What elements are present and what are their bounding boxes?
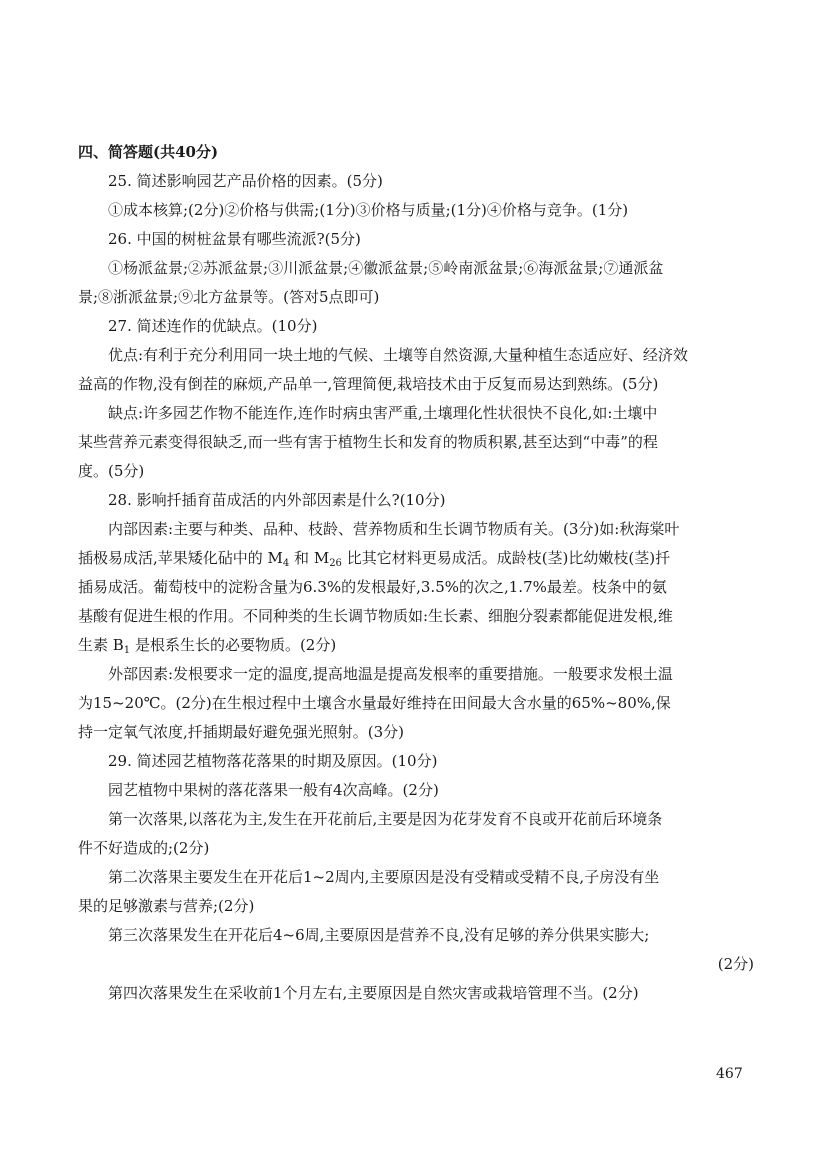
answer-29-third-line-1: 第三次落果发生在开花后4~6周,主要原因是营养不良,没有足够的养分供果实膨大; [108, 926, 650, 944]
answer-27-cons-line-1: 缺点:许多园艺作物不能连作,连作时病虫害严重,土壤理化性状很快不良化,如:土壤中 [108, 404, 658, 422]
subscript: 1 [123, 645, 131, 656]
answer-26-line-1: ①杨派盆景;②苏派盆景;③川派盆景;④徽派盆景;⑤岭南派盆景;⑥海派盆景;⑦通派盆 [108, 259, 664, 277]
answer-28-internal-line-2 [78, 544, 754, 573]
answer-28-internal-line-3: 插易成活。葡萄枝中的淀粉含量为6.3%的发根最好,3.5%的次之,1.7%最差。枝条中的氨 [78, 578, 667, 596]
answer-26-line-2: 景;⑧浙派盆景;⑨北方盆景等。(答对5点即可) [78, 288, 380, 306]
answer-28-external-line-3: 持一定氧气浓度,扦插期最好避免强光照射。(3分) [78, 723, 405, 741]
answer-28-internal-line-1: 内部因素:主要与种类、品种、枝龄、营养物质和生长调节物质有关。(3分)如:秋海棠叶 [108, 520, 680, 538]
answer-28-external-line-2: 为15~20℃。(2分)在生根过程中土壤含水量最好维持在田间最大含水量的65%~80%,保 [78, 694, 671, 712]
answer-28-internal-line-5 [78, 631, 754, 660]
text-segment: 比其它材料更易成活。成龄枝(茎)比幼嫩枝(茎)扦 [341, 549, 671, 567]
page-number: 467 [716, 1066, 743, 1082]
answer-29-fourth: 第四次落果发生在采收前1个月左右,主要原因是自然灾害或栽培管理不当。(2分) [108, 984, 639, 1002]
subscript: 4 [282, 558, 290, 569]
answer-28-external-line-1: 外部因素:发根要求一定的温度,提高地温是提高发根率的重要措施。一般要求发根土温 [108, 665, 673, 683]
question-28: 28. 影响扦插育苗成活的内外部因素是什么?(10分) [108, 491, 446, 509]
question-25: 25. 简述影响园艺产品价格的因素。(5分) [108, 172, 383, 190]
answer-29-second-line-2: 果的足够激素与营养;(2分) [78, 897, 255, 915]
question-29: 29. 简述园艺植物落花落果的时期及原因。(10分) [108, 752, 438, 770]
question-26: 26. 中国的树桩盆景有哪些流派?(5分) [108, 230, 361, 248]
text-segment: 是根系生长的必要物质。(2分) [130, 636, 337, 654]
answer-29-intro: 园艺植物中果树的落花落果一般有4次高峰。(2分) [108, 781, 439, 799]
answer-27-pros-line-2: 益高的作物,没有倒茬的麻烦,产品单一,管理简便,栽培技术由于反复而易达到熟练。(5分) [78, 375, 659, 393]
answer-29-second-line-1: 第二次落果主要发生在开花后1~2周内,主要原因是没有受精或受精不良,子房没有坐 [108, 868, 660, 886]
answer-29-first-line-2: 件不好造成的;(2分) [78, 839, 210, 857]
answer-29-third-line-2: (2分) [717, 955, 754, 973]
answer-29-first-line-1: 第一次落果,以落花为主,发生在开花前后,主要是因为花芽发育不良或开花前后环境条 [108, 810, 663, 828]
text-segment: 生素 B [78, 636, 124, 654]
text-segment: 插极易成活,苹果矮化砧中的 M [78, 549, 283, 567]
answer-page [78, 138, 754, 1008]
answer-27-cons-line-3: 度。(5分) [78, 462, 145, 480]
answer-25: ①成本核算;(2分)②价格与供需;(1分)③价格与质量;(1分)④价格与竞争。(1分) [108, 201, 629, 219]
section-title: 四、简答题(共40分) [78, 143, 219, 161]
text-segment: 和 M [289, 549, 330, 567]
answer-28-internal-line-4: 基酸有促进生根的作用。不同种类的生长调节物质如:生长素、细胞分裂素都能促进发根,维 [78, 607, 673, 625]
subscript: 26 [329, 558, 342, 569]
answer-27-pros-line-1: 优点:有利于充分利用同一块土地的气候、土壤等自然资源,大量种植生态适应好、经济效 [108, 346, 688, 364]
answer-27-cons-line-2: 某些营养元素变得很缺乏,而一些有害于植物生长和发育的物质积累,甚至达到“中毒”的程 [78, 433, 658, 451]
question-27: 27. 简述连作的优缺点。(10分) [108, 317, 318, 335]
